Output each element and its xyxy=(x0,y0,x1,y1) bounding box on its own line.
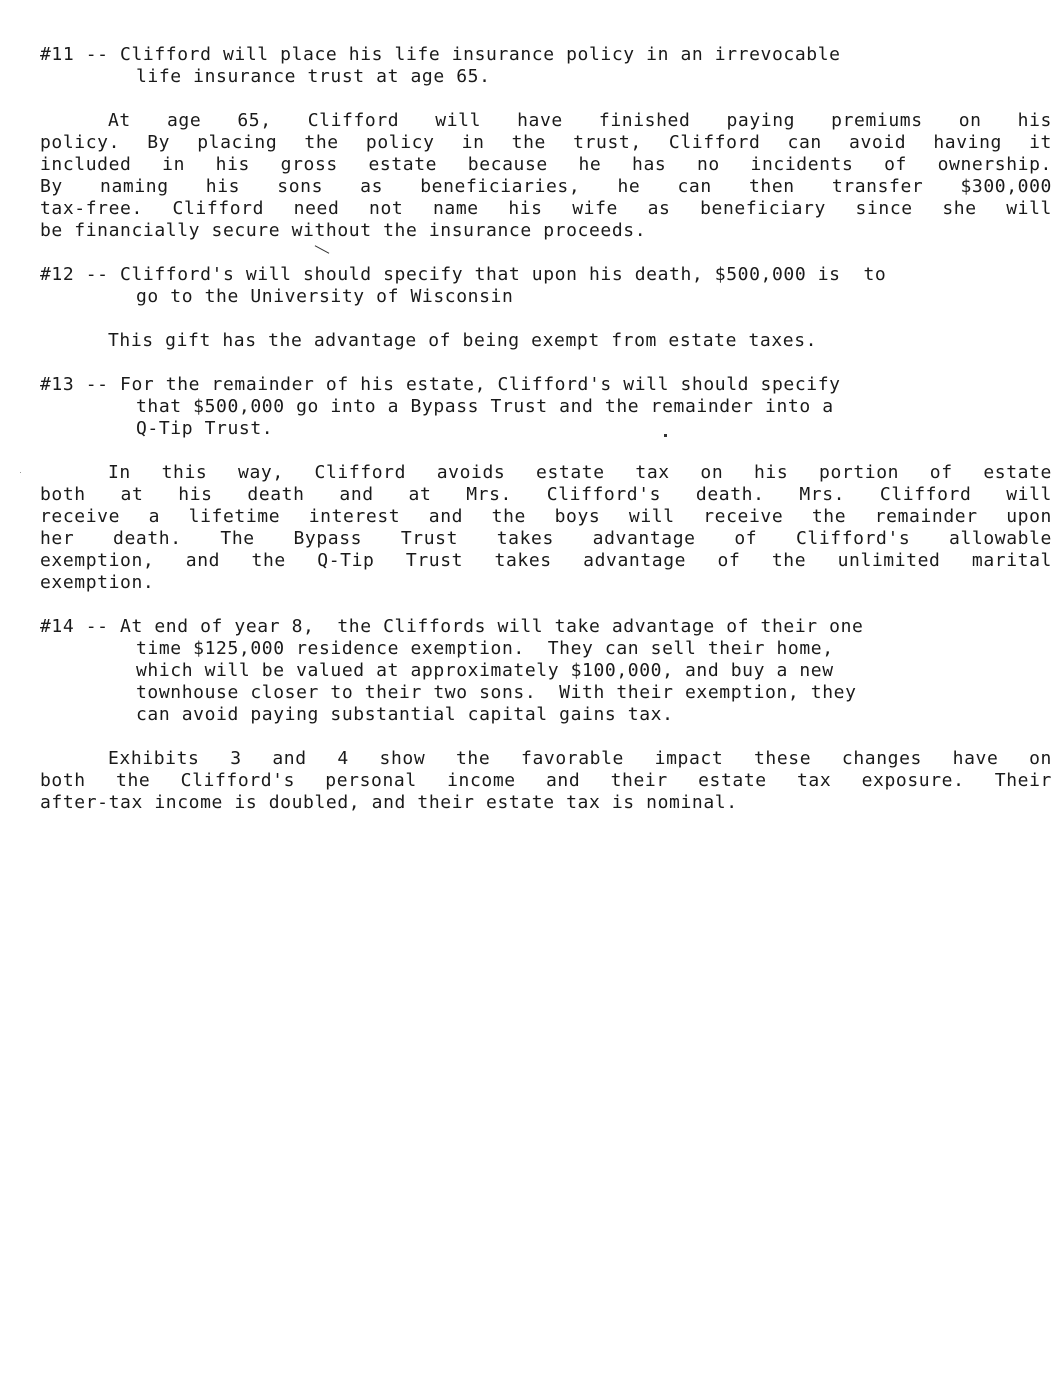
item-13-paragraph-line-2: both at his death and at Mrs. Clifford's death. Mrs. Clifford will xyxy=(40,484,1052,505)
item-13-heading-line-1: #13 -- For the remainder of his estate, Clifford's will should specify xyxy=(40,374,841,395)
item-13-paragraph-line-6: exemption. xyxy=(40,572,155,593)
item-13-paragraph-line-5: exemption, and the Q-Tip Trust takes advantage of the unlimited marital xyxy=(40,550,1052,571)
item-14-heading-line-1: #14 -- At end of year 8, the Cliffords will take advantage of their one xyxy=(40,616,864,637)
scan-artifact-dot xyxy=(664,434,667,437)
item-11-paragraph-line-3: included in his gross estate because he has no incidents of ownership. xyxy=(40,154,1052,175)
item-14-heading-line-5: can avoid paying substantial capital gains tax. xyxy=(136,704,674,725)
item-13-heading-line-2: that $500,000 go into a Bypass Trust and the remainder into a xyxy=(136,396,834,417)
item-12-heading-line-1: #12 -- Clifford's will should specify that upon his death, $500,000 is to xyxy=(40,264,887,285)
item-11-paragraph-line-6: be financially secure without the insurance proceeds. xyxy=(40,220,647,241)
item-11-heading-line-1: #11 -- Clifford will place his life insurance policy in an irrevocable xyxy=(40,44,841,65)
closing-paragraph-line-2: both the Clifford's personal income and their estate tax exposure. Their xyxy=(40,770,1052,791)
item-13-paragraph-line-4: her death. The Bypass Trust takes advantage of Clifford's allowable xyxy=(40,528,1052,549)
scan-artifact-dot xyxy=(20,472,21,473)
item-14-heading-line-3: which will be valued at approximately $100,000, and buy a new xyxy=(136,660,834,681)
item-11-paragraph-line-5: tax-free. Clifford need not name his wife as beneficiary since she will xyxy=(40,198,1052,219)
item-14-heading-line-2: time $125,000 residence exemption. They can sell their home, xyxy=(136,638,834,659)
item-11-heading-line-2: life insurance trust at age 65. xyxy=(136,66,491,87)
item-11-paragraph-line-2: policy. By placing the policy in the trust, Clifford can avoid having it xyxy=(40,132,1052,153)
item-13-paragraph-line-3: receive a lifetime interest and the boys will receive the remainder upon xyxy=(40,506,1052,527)
item-13-heading-line-3: Q-Tip Trust. xyxy=(136,418,274,439)
item-14-heading-line-4: townhouse closer to their two sons. With their exemption, they xyxy=(136,682,857,703)
item-11-paragraph-line-1: At age 65, Clifford will have finished paying premiums on his xyxy=(108,110,1052,131)
closing-paragraph-line-1: Exhibits 3 and 4 show the favorable impact these changes have on xyxy=(108,748,1052,769)
item-12-heading-line-2: go to the University of Wisconsin xyxy=(136,286,514,307)
item-12-paragraph: This gift has the advantage of being exempt from estate taxes. xyxy=(108,330,818,351)
item-11-paragraph-line-4: By naming his sons as beneficiaries, he can then transfer $300,000 xyxy=(40,176,1052,197)
document-page xyxy=(40,44,1052,814)
closing-paragraph-line-3: after-tax income is doubled, and their estate tax is nominal. xyxy=(40,792,738,813)
item-13-paragraph-line-1: In this way, Clifford avoids estate tax on his portion of estate xyxy=(108,462,1052,483)
